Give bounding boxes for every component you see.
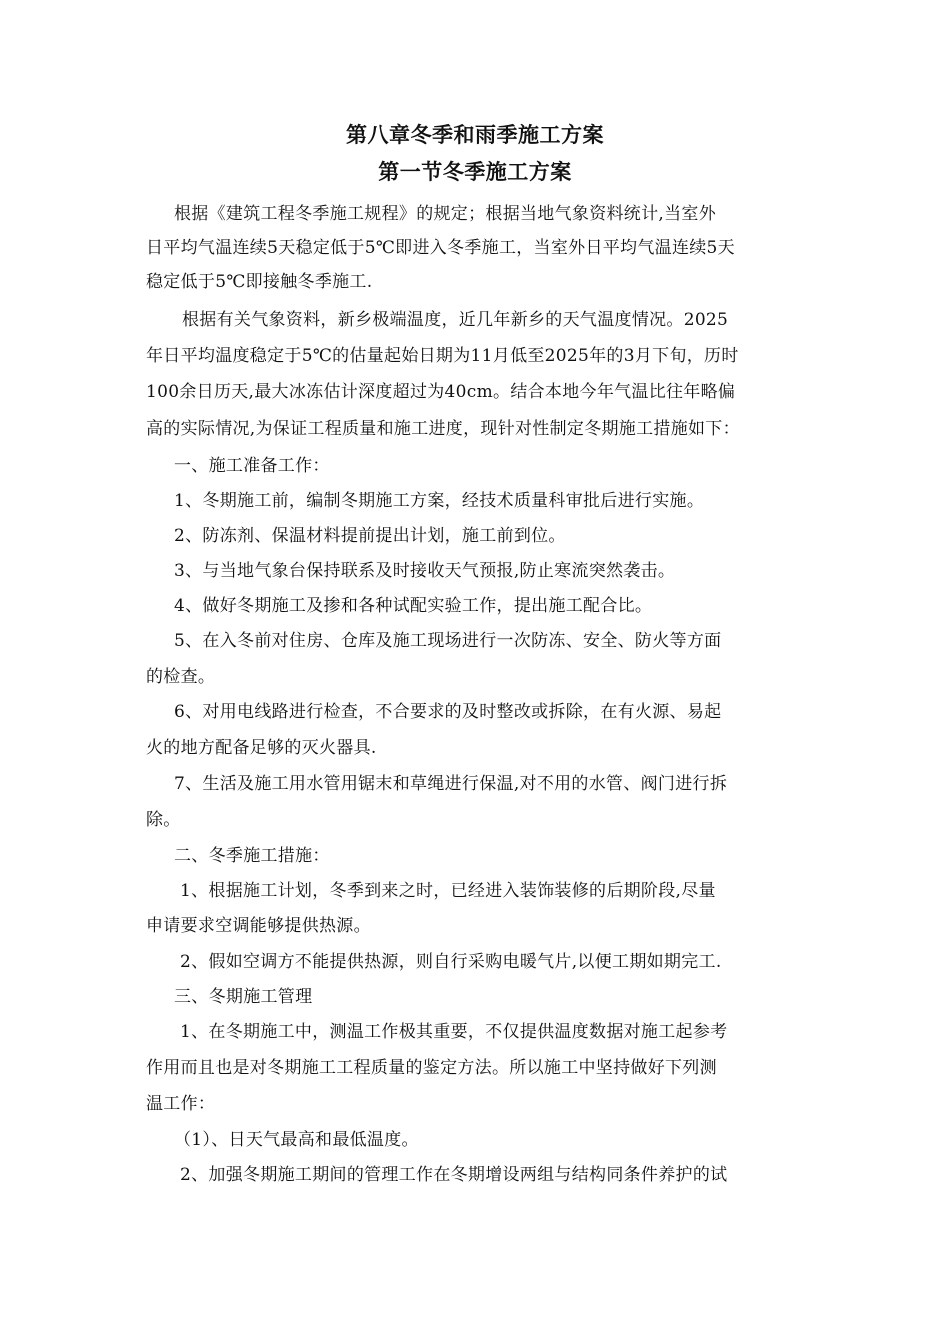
paragraph-line: 年日平均温度稳定于5℃的估量起始日期为11月低至2025年的3月下旬，历时 — [146, 346, 739, 366]
list-item: 2、防冻剂、保温材料提前提出计划，施工前到位。 — [174, 526, 566, 546]
list-item: 1、冬期施工前，编制冬期施工方案，经技术质量科审批后进行实施。 — [174, 491, 705, 511]
list-item: 1、根据施工计划，冬季到来之时，已经进入装饰装修的后期阶段,尽量 — [180, 881, 716, 901]
list-item: 2、加强冬期施工期间的管理工作在冬期增设两组与结构同条件养护的试 — [180, 1165, 728, 1185]
list-item: （1）、日天气最高和最低温度。 — [174, 1130, 419, 1150]
paragraph-line: 日平均气温连续5天稳定低于5℃即进入冬季施工，当室外日平均气温连续5天 — [146, 238, 735, 258]
chapter-title: 第八章冬季和雨季施工方案 — [346, 123, 604, 147]
section-heading: 二、冬季施工措施： — [174, 846, 330, 866]
list-item: 2、假如空调方不能提供热源，则自行采购电暖气片,以便工期如期完工. — [180, 952, 722, 972]
list-item: 6、对用电线路进行检查，不合要求的及时整改或拆除，在有火源、易起 — [174, 702, 722, 722]
paragraph-line: 100余日历天,最大冰冻估计深度超过为40cm。结合本地今年气温比往年略偏 — [146, 382, 736, 402]
list-item-continuation: 火的地方配备足够的灭火器具. — [146, 738, 377, 758]
paragraph-line: 根据《建筑工程冬季施工规程》的规定；根据当地气象资料统计,当室外 — [174, 204, 717, 224]
list-item-continuation: 的检查。 — [146, 667, 216, 687]
paragraph-line: 稳定低于5℃即接触冬季施工. — [146, 272, 373, 292]
section-heading: 一、施工准备工作： — [174, 456, 330, 476]
paragraph-line: 根据有关气象资料，新乡极端温度，近几年新乡的天气温度情况。2025 — [182, 310, 729, 330]
list-item: 5、在入冬前对住房、仓库及施工现场进行一次防冻、安全、防火等方面 — [174, 631, 722, 651]
list-item: 1、在冬期施工中，测温工作极其重要，不仅提供温度数据对施工起参考 — [180, 1022, 728, 1042]
list-item-continuation: 除。 — [146, 810, 181, 830]
list-item: 4、做好冬期施工及掺和各种试配实验工作，提出施工配合比。 — [174, 596, 653, 616]
list-item-continuation: 申请要求空调能够提供热源。 — [146, 916, 371, 936]
list-item: 7、生活及施工用水管用锯末和草绳进行保温,对不用的水管、阀门进行拆 — [174, 774, 728, 794]
paragraph-line: 高的实际情况,为保证工程质量和施工进度，现针对性制定冬期施工措施如下： — [146, 419, 740, 439]
section-heading: 三、冬期施工管理 — [174, 987, 313, 1007]
list-item: 3、与当地气象台保持联系及时接收天气预报,防止寒流突然袭击。 — [174, 561, 676, 581]
list-item-continuation: 温工作： — [146, 1094, 216, 1114]
section-title: 第一节冬季施工方案 — [378, 160, 572, 184]
list-item-continuation: 作用而且也是对冬期施工工程质量的鉴定方法。所以施工中坚持做好下列测 — [146, 1058, 717, 1078]
